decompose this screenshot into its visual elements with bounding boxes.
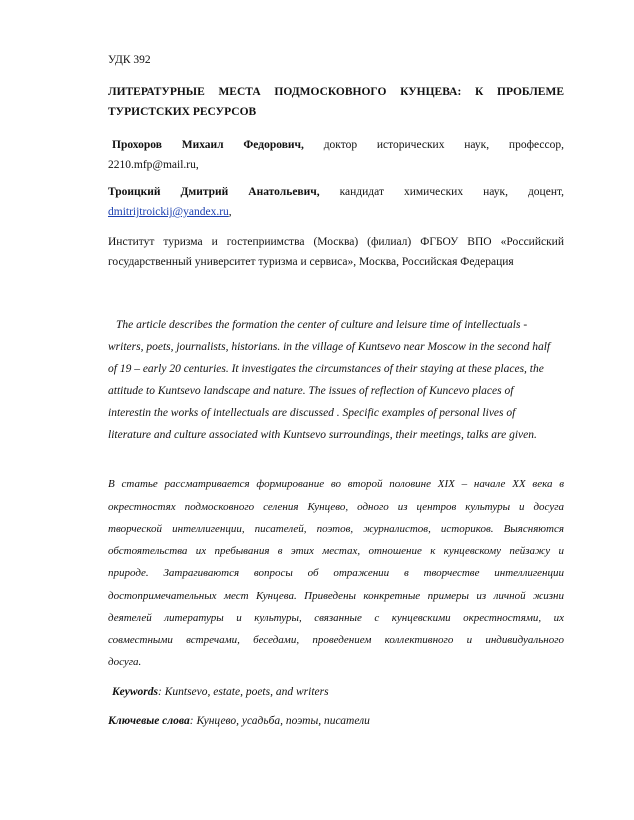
abstract-ru-line: достопримечательных мест Кунцева. Приведены конкретные примеры из личной жизни [108, 590, 564, 602]
keywords-english [112, 686, 329, 698]
keywords-en-label: Keywords [112, 686, 158, 698]
author-1-line [112, 139, 564, 151]
title-line-2: ТУРИСТСКИХ РЕСУРСОВ [108, 106, 257, 118]
abstract-ru-line: обстоятельства их пребывания в этих местах, отношение к кунцевскому пейзажу и [108, 545, 564, 557]
keywords-ru-label: Ключевые слова [108, 715, 190, 727]
author-2-line [108, 186, 564, 198]
affiliation-line-2: государственный университет туризма и сервиса», Москва, Российская Федерация [108, 256, 514, 268]
abstract-ru-line: творческой интеллигенции, писателей, поэтов, журналистов, историков. Выясняются [108, 523, 564, 535]
abstract-ru-line: окрестностях подмосковного селения Кунцево, одного из центров культуры и досуга [108, 501, 564, 513]
udc-code: УДК 392 [108, 54, 151, 66]
affiliation-line-1: Институт туризма и гостеприимства (Москва) (филиал) ФГБОУ ВПО «Российский [108, 236, 564, 248]
abstract-en-line: literature and culture associated with Kuntsevo surroundings, their meetings, talks are given. [108, 429, 537, 441]
author-1-credentials: доктор исторических наук, профессор, [323, 139, 565, 151]
author-1-name: Прохоров Михаил Федорович, [112, 139, 304, 151]
abstract-en-line: The article describes the formation the center of culture and leisure time of intellectuals - [116, 319, 528, 331]
author-2-credentials: кандидат химических наук, доцент, [339, 186, 565, 198]
keywords-ru-text: : Кунцево, усадьба, поэты, писатели [189, 715, 370, 727]
abstract-ru-line: природе. Затрагиваются вопросы об отражении в творчестве интеллигенции [108, 567, 564, 579]
keywords-en-text: : Kuntsevo, estate, poets, and writers [158, 686, 329, 698]
title-line-1: ЛИТЕРАТУРНЫЕ МЕСТА ПОДМОСКОВНОГО КУНЦЕВА: К ПРОБЛЕМЕ [108, 86, 564, 98]
abstract-ru-line: совместными встречами, беседами, проведением коллективного и индивидуального [108, 634, 564, 646]
abstract-ru-line: В статье рассматривается формирование во второй половине XIX – начале XX века в [108, 478, 564, 490]
keywords-russian [108, 715, 370, 727]
author-2-email-line: dmitrijtroickij@yandex.ru, [108, 206, 232, 218]
author-2-name: Троицкий Дмитрий Анатольевич, [108, 186, 320, 198]
author-2-email-link[interactable]: dmitrijtroickij@yandex.ru [108, 206, 229, 218]
abstract-en-line: writers, poets, journalists, historians. in the village of Kuntsevo near Moscow in the second half [108, 341, 551, 353]
abstract-en-line: of 19 – early 20 centuries. It investigates the circumstances of their staying at these places, the [108, 363, 544, 375]
abstract-en-line: attitude to Kuntsevo landscape and nature. The issues of reflection of Kuncevo places of [108, 385, 514, 397]
author-1-email: 2210.mfp@mail.ru, [108, 159, 199, 171]
abstract-ru-line: досуга. [108, 656, 142, 668]
abstract-ru-line: деятелей литературы и культуры, связанные с кунцевскими окрестностями, их [108, 612, 564, 624]
abstract-en-line: interestin the works of intellectuals are discussed . Specific examples of personal lives of [108, 407, 516, 419]
